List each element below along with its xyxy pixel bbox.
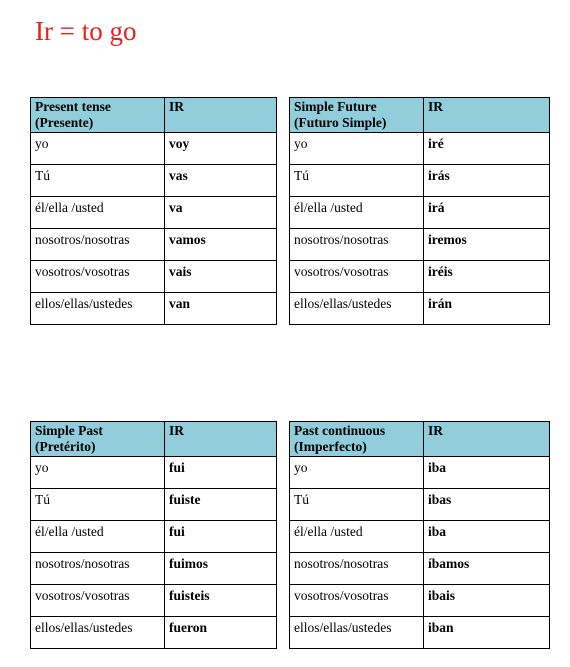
verb-form-cell: fui bbox=[165, 521, 277, 553]
table-row bbox=[290, 457, 550, 489]
table-header-row bbox=[31, 98, 277, 133]
verb-form-cell: van bbox=[165, 293, 277, 325]
present-tense-table bbox=[30, 97, 277, 325]
pronoun-cell: Tú bbox=[290, 165, 424, 197]
verb-form-cell: iba bbox=[424, 521, 550, 553]
table-row bbox=[290, 521, 550, 553]
verb-form-cell: ibas bbox=[424, 489, 550, 521]
verb-form-cell: iré bbox=[424, 133, 550, 165]
verb-form-cell: irán bbox=[424, 293, 550, 325]
table-row bbox=[31, 165, 277, 197]
table-row bbox=[290, 133, 550, 165]
tense-header: Simple Future (Futuro Simple) bbox=[290, 98, 424, 133]
table-row bbox=[31, 457, 277, 489]
pronoun-cell: nosotros/nosotras bbox=[290, 553, 424, 585]
pronoun-cell: vosotros/vosotras bbox=[290, 261, 424, 293]
pronoun-cell: él/ella /usted bbox=[290, 197, 424, 229]
verb-form-cell: ibais bbox=[424, 585, 550, 617]
verb-form-cell: íbamos bbox=[424, 553, 550, 585]
pronoun-cell: ellos/ellas/ustedes bbox=[31, 293, 165, 325]
pronoun-cell: nosotros/nosotras bbox=[31, 553, 165, 585]
table-row bbox=[290, 165, 550, 197]
table-row bbox=[290, 229, 550, 261]
table-row bbox=[31, 489, 277, 521]
pronoun-cell: vosotros/vosotras bbox=[31, 261, 165, 293]
verb-header: IR bbox=[424, 98, 550, 133]
pronoun-cell: Tú bbox=[31, 489, 165, 521]
table-row bbox=[290, 489, 550, 521]
pronoun-cell: él/ella /usted bbox=[31, 197, 165, 229]
table-row bbox=[31, 553, 277, 585]
verb-header: IR bbox=[165, 422, 277, 457]
table-row bbox=[290, 585, 550, 617]
verb-form-cell: fueron bbox=[165, 617, 277, 649]
simple-future-table bbox=[289, 97, 550, 325]
verb-header: IR bbox=[424, 422, 550, 457]
table-row bbox=[290, 293, 550, 325]
table-row bbox=[290, 261, 550, 293]
pronoun-cell: vosotros/vosotras bbox=[31, 585, 165, 617]
verb-form-cell: vais bbox=[165, 261, 277, 293]
pronoun-cell: yo bbox=[290, 133, 424, 165]
verb-form-cell: va bbox=[165, 197, 277, 229]
table-row bbox=[31, 585, 277, 617]
table-row bbox=[31, 261, 277, 293]
pronoun-cell: ellos/ellas/ustedes bbox=[290, 293, 424, 325]
tense-header: Simple Past (Pretérito) bbox=[31, 422, 165, 457]
table-row bbox=[290, 197, 550, 229]
table-row bbox=[31, 229, 277, 261]
pronoun-cell: Tú bbox=[31, 165, 165, 197]
verb-form-cell: fuiste bbox=[165, 489, 277, 521]
pronoun-cell: yo bbox=[290, 457, 424, 489]
tense-header: Present tense (Presente) bbox=[31, 98, 165, 133]
pronoun-cell: Tú bbox=[290, 489, 424, 521]
page-title: Ir = to go bbox=[35, 16, 137, 46]
verb-form-cell: fui bbox=[165, 457, 277, 489]
verb-form-cell: vas bbox=[165, 165, 277, 197]
table-row bbox=[31, 293, 277, 325]
verb-form-cell: iba bbox=[424, 457, 550, 489]
pronoun-cell: nosotros/nosotras bbox=[31, 229, 165, 261]
verb-form-cell: fuisteis bbox=[165, 585, 277, 617]
verb-form-cell: vamos bbox=[165, 229, 277, 261]
table-header-row bbox=[290, 98, 550, 133]
table-row bbox=[31, 133, 277, 165]
verb-header: IR bbox=[165, 98, 277, 133]
pronoun-cell: yo bbox=[31, 457, 165, 489]
pronoun-cell: él/ella /usted bbox=[31, 521, 165, 553]
simple-past-table bbox=[30, 421, 277, 649]
verb-form-cell: iremos bbox=[424, 229, 550, 261]
table-row bbox=[31, 521, 277, 553]
table-header-row bbox=[31, 422, 277, 457]
past-continuous-table bbox=[289, 421, 550, 649]
table-row bbox=[31, 617, 277, 649]
pronoun-cell: yo bbox=[31, 133, 165, 165]
verb-form-cell: fuimos bbox=[165, 553, 277, 585]
pronoun-cell: nosotros/nosotras bbox=[290, 229, 424, 261]
pronoun-cell: vosotros/vosotras bbox=[290, 585, 424, 617]
verb-form-cell: irás bbox=[424, 165, 550, 197]
table-row bbox=[290, 553, 550, 585]
table-row bbox=[290, 617, 550, 649]
verb-form-cell: irá bbox=[424, 197, 550, 229]
verb-form-cell: voy bbox=[165, 133, 277, 165]
pronoun-cell: él/ella /usted bbox=[290, 521, 424, 553]
pronoun-cell: ellos/ellas/ustedes bbox=[31, 617, 165, 649]
pronoun-cell: ellos/ellas/ustedes bbox=[290, 617, 424, 649]
verb-form-cell: iban bbox=[424, 617, 550, 649]
tense-header: Past continuous (Imperfecto) bbox=[290, 422, 424, 457]
verb-form-cell: iréis bbox=[424, 261, 550, 293]
table-header-row bbox=[290, 422, 550, 457]
table-row bbox=[31, 197, 277, 229]
